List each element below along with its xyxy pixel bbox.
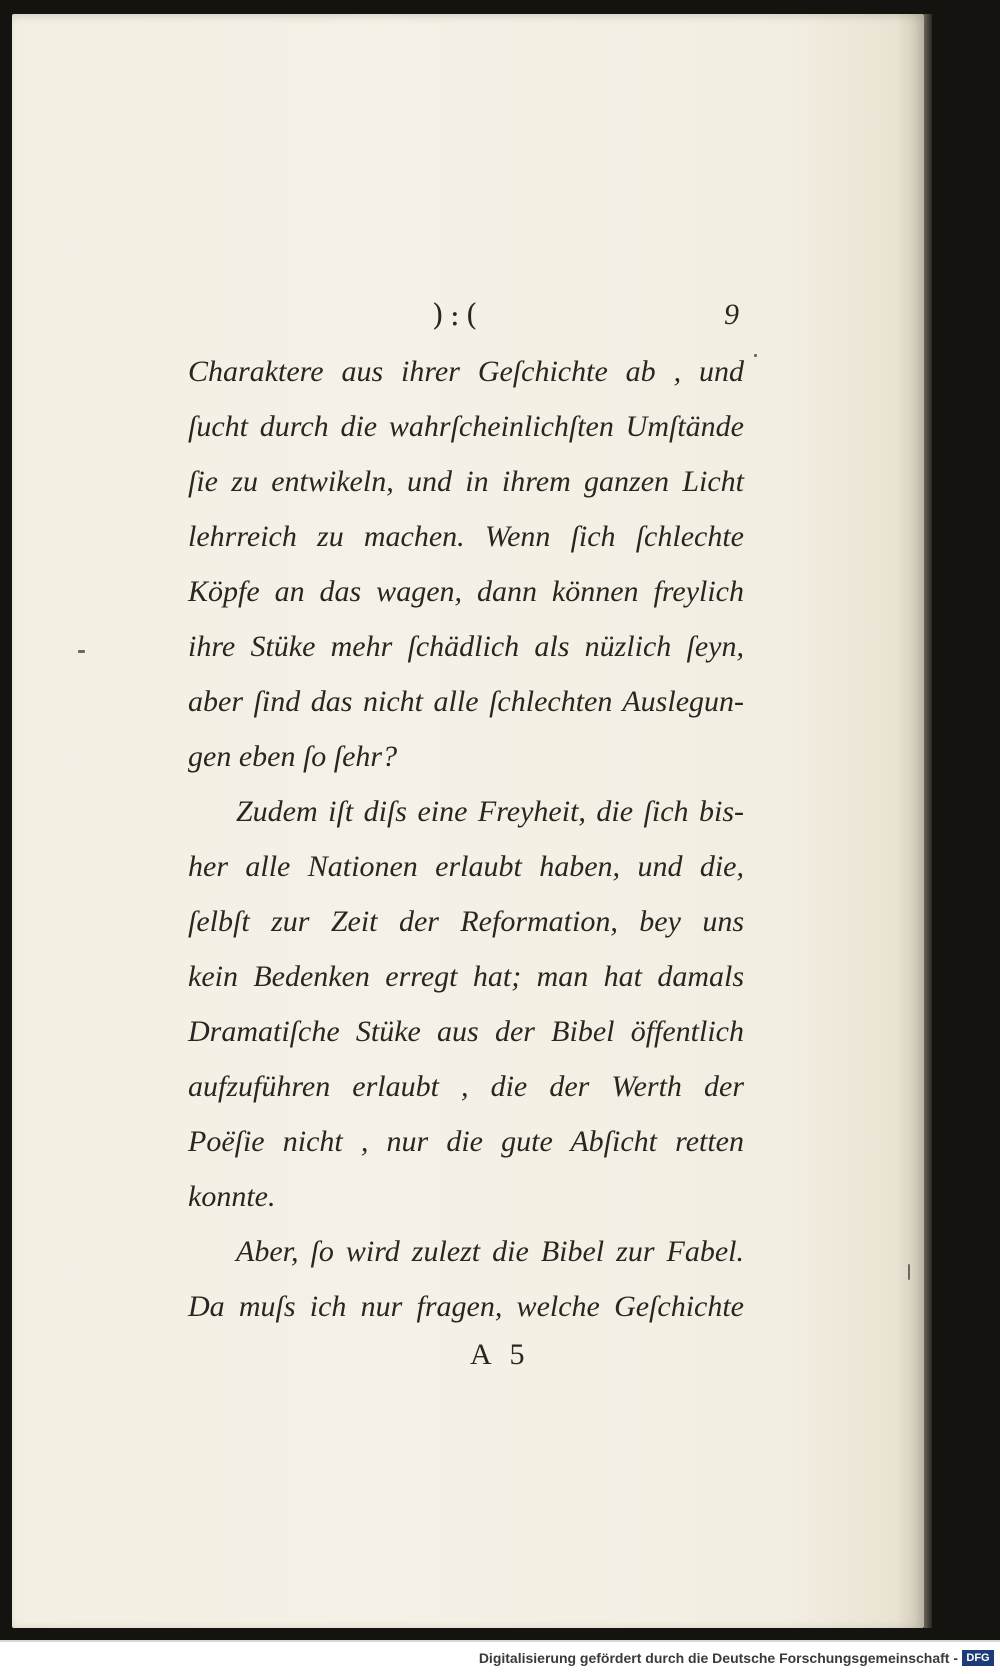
paragraph-start-line: Zudem iſt diſs eine Freyheit, die ſich bis- [236,795,744,828]
text-line: aber ſind das nicht alle ſchlechten Auslegun- [188,685,744,718]
text-line: Köpfe an das wagen, dann können freylich [188,575,744,608]
text-line: Dramatiſche Stüke aus der Bibel öffentlich [188,1015,744,1048]
text-line: her alle Nationen erlaubt haben, und die, [188,850,744,883]
signature-mark: A 5 [470,1338,531,1371]
text-line: konnte. [188,1180,276,1213]
footer-credit: Digitalisierung gefördert durch die Deutsche Forschungsgemeinschaft - [478,1650,958,1666]
page-number: 9 [724,298,739,331]
text-line: ſie zu entwikeln, und in ihrem ganzen Licht [188,465,744,498]
page-edge [924,14,932,1628]
text-line: ihre Stüke mehr ſchädlich als nüzlich ſeyn, [188,630,744,663]
body-text [188,344,744,1334]
text-line: aufzuführen erlaubt , die der Werth der [188,1070,744,1103]
text-line: Poëſie nicht , nur die gute Abſicht retten [188,1125,744,1158]
running-head [12,298,924,338]
text-line: lehrreich zu machen. Wenn ſich ſchlechte [188,520,744,553]
text-line: ſucht durch die wahrſcheinlichſten Umſtände [188,410,744,443]
paragraph-start-line: Aber, ſo wird zulezt die Bibel zur Fabel. [236,1235,744,1268]
text-line: gen eben ſo ſehr? [188,740,398,773]
text-line: ſelbſt zur Zeit der Reformation, bey uns [188,905,744,938]
text-line: kein Bedenken erregt hat; man hat damals [188,960,744,993]
running-head-ornament: ):( [432,298,484,333]
footer-bar [0,1640,1000,1674]
paper-speck [754,354,757,357]
paper-speck [78,650,85,653]
text-line: Charaktere aus ihrer Geſchichte ab , und [188,355,744,388]
book-page [12,14,924,1628]
paper-speck [908,1264,910,1280]
text-line: Da muſs ich nur fragen, welche Geſchichte [188,1290,744,1323]
dfg-logo: DFG [962,1650,994,1666]
